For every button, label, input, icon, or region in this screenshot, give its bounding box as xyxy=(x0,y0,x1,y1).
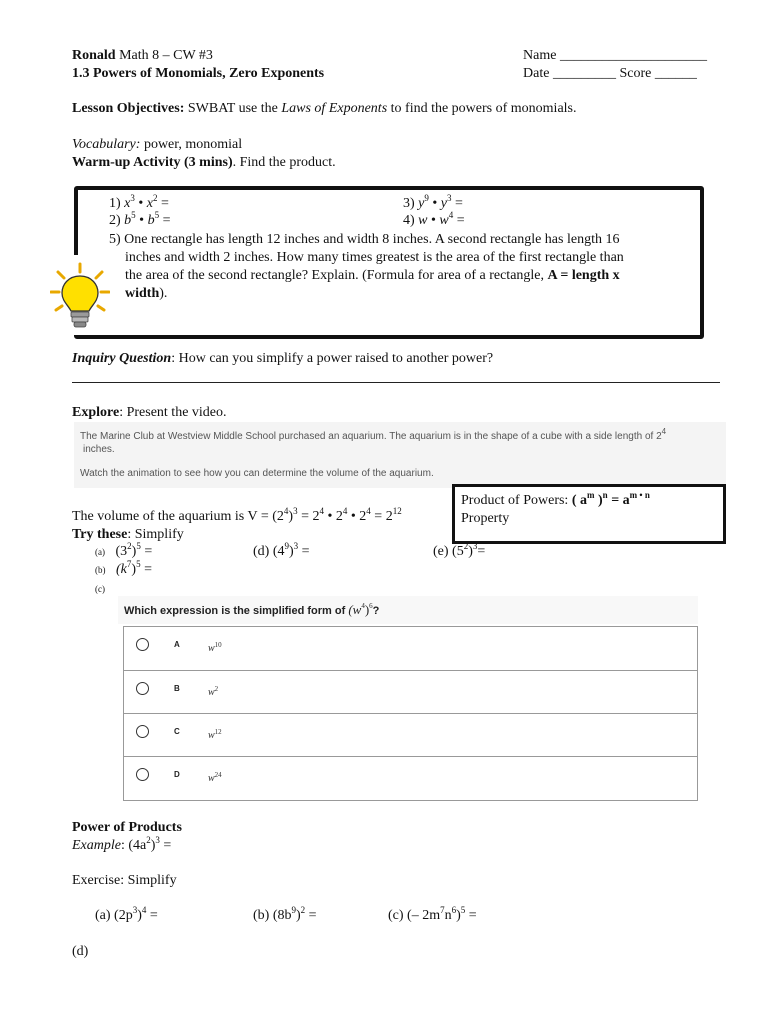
formula-part: = a xyxy=(607,493,630,508)
option-value xyxy=(208,773,222,784)
try-item-a: (a) $(3^2)^5$ = xyxy=(95,541,153,559)
video-prompt-line-3: Watch the animation to see how you can determine the volume of the aquarium. xyxy=(80,468,434,479)
option-value xyxy=(208,643,222,654)
variable: b xyxy=(147,213,155,228)
exponent: 2 xyxy=(146,835,151,845)
quiz-option-d[interactable] xyxy=(124,756,697,800)
expression: (8b xyxy=(272,908,292,923)
option-base: w xyxy=(208,773,215,784)
exponent: 3 xyxy=(293,506,298,516)
exponent: 3 xyxy=(472,541,478,551)
equals-sign: = xyxy=(162,213,171,228)
objectives-label: Lesson Objectives: xyxy=(72,101,185,116)
exponent: 7 xyxy=(126,559,132,569)
exponent: 3 xyxy=(132,905,138,915)
variable: y xyxy=(440,196,448,211)
exponent: 5 xyxy=(136,559,141,569)
variable: x xyxy=(124,196,131,211)
variable: w xyxy=(439,213,449,228)
exponent: m xyxy=(587,490,595,500)
vocabulary-label: Vocabulary: xyxy=(72,137,141,152)
exponent: 24 xyxy=(214,771,222,779)
quiz-option-c[interactable] xyxy=(124,713,697,757)
exponent: 7 xyxy=(440,905,445,915)
exercise-heading: Exercise: Simplify xyxy=(72,873,177,888)
exponent: 3 xyxy=(447,193,452,203)
volume-text: = 2 xyxy=(297,509,320,524)
equals-sign: = xyxy=(468,908,477,923)
date-score-field[interactable] xyxy=(523,65,697,83)
volume-text: • 2 xyxy=(323,509,343,524)
question-mark: ? xyxy=(372,605,380,617)
problem-number: 3) xyxy=(403,196,415,211)
problem-text: the area of the second rectangle? Explain. (Formula for area of a rectangle, xyxy=(125,268,545,283)
exponent: 4 xyxy=(319,506,324,516)
exponent: 9 xyxy=(424,193,429,203)
divider xyxy=(72,382,720,383)
variable: b xyxy=(124,213,132,228)
warmup-instruction: . Find the product. xyxy=(232,155,336,170)
equals-sign: = xyxy=(161,196,169,211)
power-of-products-heading: Power of Products xyxy=(72,820,182,835)
exponent: 4 xyxy=(283,506,289,516)
expression: (2p xyxy=(114,908,133,923)
formula-part: ) xyxy=(594,493,603,508)
radio-button[interactable] xyxy=(136,638,149,651)
objectives-text-end: to find the powers of monomials. xyxy=(390,101,577,116)
variable: y xyxy=(418,196,425,211)
volume-statement xyxy=(72,508,402,526)
quiz-question xyxy=(118,596,698,624)
exponent: 12 xyxy=(392,506,402,516)
warmup-problem-5-line-3 xyxy=(125,267,620,285)
exponent: 6 xyxy=(451,905,457,915)
question-text: Which expression is the simplified form of xyxy=(124,605,346,617)
exponent: 2 xyxy=(300,905,306,915)
option-letter: D xyxy=(174,770,180,779)
exponent: 10 xyxy=(214,641,222,649)
radio-button[interactable] xyxy=(136,725,149,738)
video-prompt-panel xyxy=(74,422,726,488)
inquiry-question xyxy=(72,350,493,368)
expression: (5 xyxy=(452,544,464,559)
item-label: (b) xyxy=(253,908,270,923)
name-blank[interactable]: _____________________ xyxy=(559,48,707,63)
warmup-label: Warm-up Activity (3 mins) xyxy=(72,155,233,170)
exercise-item-d: (d) xyxy=(72,944,89,959)
area-formula-end: width xyxy=(125,286,160,301)
objectives-text: SWBAT use the xyxy=(187,101,278,116)
warmup-problem-4 xyxy=(403,212,465,230)
vocabulary xyxy=(72,136,242,154)
inquiry-text: : How can you simplify a power raised to another power? xyxy=(171,351,494,366)
exponent: 3 xyxy=(155,835,160,845)
name-field[interactable] xyxy=(523,47,707,65)
problem-number: 4) xyxy=(403,213,415,228)
variable: w xyxy=(418,213,428,228)
quiz-option-a[interactable] xyxy=(124,627,697,670)
expression: (3 xyxy=(115,544,128,559)
try-item-c xyxy=(95,580,105,598)
property-label: Property xyxy=(461,511,510,526)
variable: x xyxy=(146,196,154,211)
item-label: (b) xyxy=(95,565,106,575)
problem-text-end: ). xyxy=(159,286,168,301)
property-box xyxy=(452,484,726,544)
quiz-option-b[interactable] xyxy=(124,670,697,714)
dot-operator: • xyxy=(432,196,438,211)
try-item-b: (b) $(k^7)^5$ = xyxy=(95,559,152,577)
item-label: (c) xyxy=(388,908,404,923)
exponent: 5 xyxy=(136,541,141,551)
expression: (w xyxy=(348,602,362,617)
lesson-title: 1.3 Powers of Monomials, Zero Exponents xyxy=(72,66,325,81)
score-blank[interactable]: ______ xyxy=(654,66,697,81)
try-these-label: Try these xyxy=(72,527,128,542)
score-label: Score xyxy=(619,66,652,81)
volume-text: ) xyxy=(288,509,294,524)
exponent: 4 xyxy=(141,905,147,915)
equals-sign: = xyxy=(159,838,172,853)
option-value xyxy=(208,687,218,698)
objectives-laws: Laws of Exponents xyxy=(281,101,388,116)
power-of-products-example: Example: $(4a^2)^3$ = xyxy=(72,835,172,853)
area-formula: A = length x xyxy=(547,268,620,283)
exponent: 2 xyxy=(153,193,158,203)
try-these-text: : Simplify xyxy=(127,527,184,542)
warmup-problem-5-line-2: inches and width 2 inches. How many times greatest is the area of the first rectangle than xyxy=(125,250,624,265)
exercise-item-a: (a) $(2p^3)^4$ = xyxy=(95,905,158,923)
exercise-item-c: (c) (– $2m^7n^6)^5$ = xyxy=(388,905,477,923)
option-base: w xyxy=(208,687,215,698)
warmup-problem-1 xyxy=(109,195,169,213)
explore-text: : Present the video. xyxy=(119,405,227,420)
expression: (4 xyxy=(272,544,285,559)
exponent: 4 xyxy=(361,602,365,610)
radio-button[interactable] xyxy=(136,768,149,781)
exponent: 12 xyxy=(214,728,222,736)
radio-button[interactable] xyxy=(136,682,149,695)
item-label: (c) xyxy=(95,584,105,594)
dot-operator: • xyxy=(139,213,145,228)
property-name: Product of Powers: xyxy=(461,493,569,508)
equals-sign: = xyxy=(456,213,465,228)
lightbulb-icon xyxy=(50,262,110,332)
property-formula xyxy=(461,492,650,510)
expression: (k xyxy=(116,562,127,577)
equals-sign: = xyxy=(308,908,317,923)
volume-text: • 2 xyxy=(347,509,367,524)
exponent: 5 xyxy=(460,905,466,915)
exponent: 4 xyxy=(366,506,371,516)
exponent: 2 xyxy=(463,541,469,551)
warmup-problem-2 xyxy=(109,212,170,230)
inquiry-label: Inquiry Question xyxy=(72,351,172,366)
date-label: Date xyxy=(523,66,550,81)
dot-operator: • xyxy=(138,196,144,211)
formula-part: ( a xyxy=(571,493,587,508)
explore-label: Explore xyxy=(72,405,120,420)
exponent: 4 xyxy=(342,506,348,516)
problem-number: 2) xyxy=(109,213,121,228)
example-label: Example xyxy=(72,838,121,853)
item-label: (e) xyxy=(433,544,449,559)
exponent: 5 xyxy=(154,210,160,220)
equals-sign: = xyxy=(455,196,463,211)
exponent: 2 xyxy=(127,541,132,551)
dot-operator: • xyxy=(431,213,436,228)
item-label: (d) xyxy=(253,544,270,559)
problem-number: 1) xyxy=(109,196,121,211)
header-title xyxy=(72,47,213,65)
option-letter: C xyxy=(174,727,180,736)
warmup-problem-3 xyxy=(403,195,463,213)
expression: (– 2m xyxy=(407,908,441,923)
date-blank[interactable]: _________ xyxy=(552,66,616,81)
option-value xyxy=(208,730,222,741)
exponent: 3 xyxy=(293,541,299,551)
exponent: 5 xyxy=(131,210,136,220)
quiz-question-text: Which expression is the simplified form of $(w^4)^6$? xyxy=(124,602,380,617)
vocabulary-text: power, monomial xyxy=(143,137,243,152)
video-prompt-line-1 xyxy=(80,427,667,443)
equals-sign: = xyxy=(144,544,153,559)
exercise-item-b: (b) $(8b^9)^2$ = xyxy=(253,905,317,923)
try-item-d: (d) $(4^9)^3$ = xyxy=(253,541,310,559)
exponent: 4 xyxy=(448,210,454,220)
try-item-e: (e) $(5^2)^3=$ xyxy=(433,541,486,559)
exponent: 9 xyxy=(284,541,289,551)
explore-heading xyxy=(72,404,227,422)
exponent: n xyxy=(602,490,608,500)
equals-sign: = xyxy=(149,908,158,923)
exponent: 6 xyxy=(369,602,373,610)
option-base: w xyxy=(208,730,215,741)
video-prompt-text: The Marine Club at Westview Middle School purchased an aquarium. The aquarium is in the shape of a cube with a side length of 2 xyxy=(80,431,662,442)
lesson-objectives xyxy=(72,100,577,118)
quiz-options xyxy=(123,626,698,801)
exponent: 3 xyxy=(130,193,135,203)
item-label: (a) xyxy=(95,547,105,557)
exponent: 2 xyxy=(214,685,219,693)
equals-sign: = xyxy=(144,562,152,577)
option-letter: B xyxy=(174,684,180,693)
warmup-problem-5-line-4 xyxy=(125,285,167,303)
video-prompt-line-2: inches. xyxy=(83,444,115,455)
course-name: Math 8 – CW #3 xyxy=(119,48,213,63)
volume-text: The volume of the aquarium is V = (2 xyxy=(72,509,284,524)
option-letter: A xyxy=(174,640,180,649)
name-label: Name xyxy=(523,48,557,63)
volume-text: = 2 xyxy=(370,509,393,524)
item-label: (a) xyxy=(95,908,111,923)
option-base: w xyxy=(208,643,215,654)
warmup-heading xyxy=(72,154,336,172)
exponent: 4 xyxy=(661,427,667,436)
equals-sign: = xyxy=(301,544,310,559)
student-name: Ronald xyxy=(72,48,116,63)
exponent: 9 xyxy=(291,905,296,915)
exponent: m • n xyxy=(629,490,650,500)
equals-sign: = xyxy=(477,544,486,559)
expression: n xyxy=(444,908,452,923)
example-text: : (4a xyxy=(120,838,147,853)
warmup-problem-5-line-1: 5) One rectangle has length 12 inches and width 8 inches. A second rectangle has length 16 xyxy=(109,232,620,247)
